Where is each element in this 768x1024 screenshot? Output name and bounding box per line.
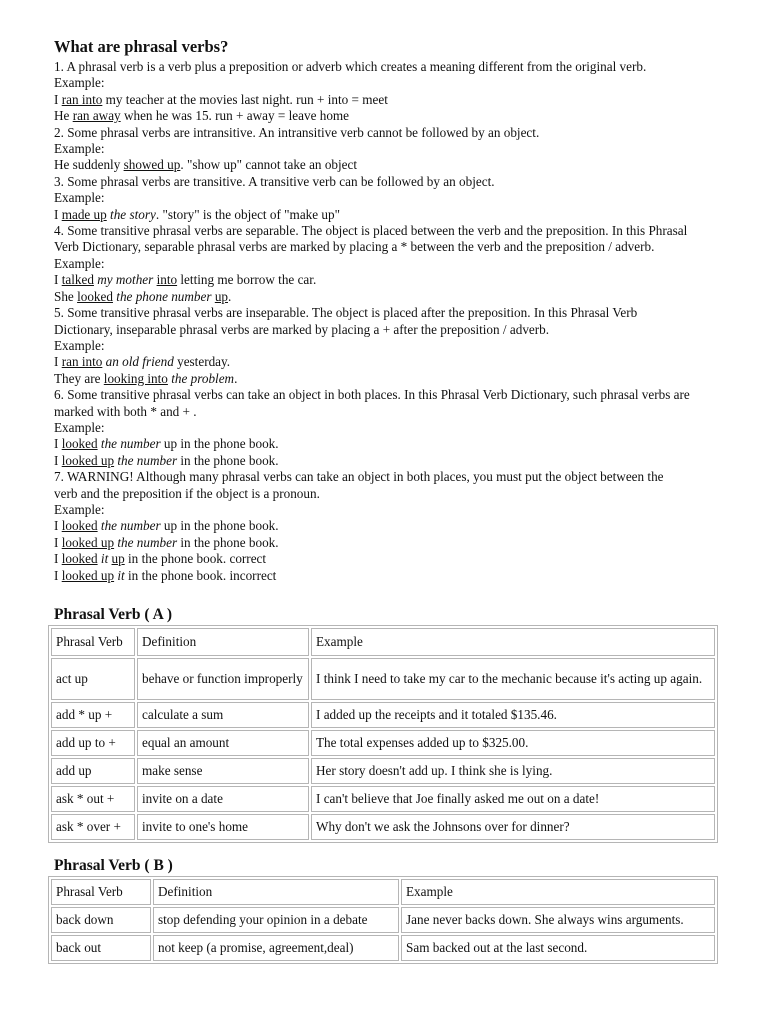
cell-definition: equal an amount	[137, 730, 309, 756]
example-4b: She looked the phone number up.	[54, 288, 232, 304]
header-definition: Definition	[137, 628, 309, 656]
example-6a: I looked the number up in the phone book.	[54, 436, 279, 452]
phrasal-verb: ran into	[61, 91, 103, 107]
cell-example: Sam backed out at the last second.	[401, 935, 715, 961]
example-5a: I ran into an old friend yesterday.	[54, 354, 231, 370]
phrasal-verb: looked up	[61, 452, 115, 468]
phrasal-verb: made up	[61, 206, 107, 222]
cell-definition: invite to one's home	[137, 814, 309, 840]
paragraph-3: 3. Some phrasal verbs are transitive. A transitive verb can be followed by an object.	[54, 173, 495, 189]
document-page	[54, 38, 734, 964]
particle: up	[214, 288, 228, 304]
cell-definition: stop defending your opinion in a debate	[153, 907, 399, 933]
example-label: Example:	[54, 141, 105, 157]
cell-example: Why don't we ask the Johnsons over for dinner?	[311, 814, 715, 840]
object-text: it	[114, 567, 125, 583]
table-row	[51, 658, 715, 700]
cell-definition: not keep (a promise, agreement,deal)	[153, 935, 399, 961]
object-text: the problem	[167, 370, 235, 386]
phrasal-verb: showed up	[123, 157, 181, 173]
object-text: the number	[97, 436, 161, 452]
object-text: an old friend	[102, 354, 174, 370]
object-text: the number	[114, 534, 178, 550]
table-row	[51, 935, 715, 961]
table-row	[51, 786, 715, 812]
example-5b: They are looking into the problem.	[54, 370, 238, 386]
example-1a: I ran into my teacher at the movies last night. run + into = meet	[54, 91, 388, 107]
cell-example: I added up the receipts and it totaled $135.46.	[311, 702, 715, 728]
table-row	[51, 814, 715, 840]
phrasal-verb: looked	[61, 551, 98, 567]
header-definition: Definition	[153, 879, 399, 905]
object-text: it	[97, 551, 109, 567]
cell-example: Her story doesn't add up. I think she is lying.	[311, 758, 715, 784]
object-text: the phone number	[112, 288, 215, 304]
cell-verb: back down	[51, 907, 151, 933]
header-example: Example	[311, 628, 715, 656]
phrasal-verb: looked	[77, 288, 113, 304]
paragraph-1: 1. A phrasal verb is a verb plus a preposition or adverb which creates a meaning different from the original verb.	[54, 59, 647, 74]
example-label: Example:	[54, 419, 105, 435]
object-text: the story	[106, 206, 156, 222]
example-label: Example:	[54, 501, 105, 517]
phrasal-verb: talked	[61, 272, 94, 288]
cell-verb: add * up +	[51, 702, 135, 728]
cell-definition: invite on a date	[137, 786, 309, 812]
table-row	[51, 730, 715, 756]
cell-verb: back out	[51, 935, 151, 961]
paragraph-5-line-2: Dictionary, inseparable phrasal verbs are marked by placing a + after the preposition / adverb.	[54, 321, 550, 337]
paragraph-7-line-1: 7. WARNING! Although many phrasal verbs can take an object in both places, you must put the object between the	[54, 469, 664, 485]
example-1b: He ran away when he was 15. run + away = leave home	[54, 108, 350, 124]
section-a-heading: Phrasal Verb ( A )	[54, 606, 172, 623]
cell-verb: add up	[51, 758, 135, 784]
cell-verb: add up to +	[51, 730, 135, 756]
section-b-heading: Phrasal Verb ( B )	[54, 857, 173, 874]
phrasal-verb: looked up	[61, 567, 115, 583]
paragraph-6-line-2: marked with both * and + .	[54, 403, 197, 419]
phrasal-verb: looked	[61, 518, 98, 534]
header-phrasal-verb: Phrasal Verb	[51, 628, 135, 656]
object-text: the number	[114, 452, 178, 468]
table-header-row	[51, 628, 715, 656]
example-6b: I looked up the number in the phone book.	[54, 452, 279, 468]
paragraph-6-line-1: 6. Some transitive phrasal verbs can take an object in both places. In this Phrasal Verb Dictionary, such phrasal verbs are	[54, 387, 690, 403]
table-row	[51, 758, 715, 784]
cell-definition: behave or function improperly	[137, 658, 309, 700]
example-4a: I talked my mother into letting me borrow the car.	[54, 272, 317, 288]
intro-body	[54, 59, 734, 584]
table-row	[51, 907, 715, 933]
phrasal-verb: ran away	[72, 108, 121, 124]
cell-verb: ask * over +	[51, 814, 135, 840]
table-header-row	[51, 879, 715, 905]
example-3: I made up the story. "story" is the object of "make up"	[54, 206, 340, 222]
example-7d: I looked up it in the phone book. incorrect	[54, 567, 277, 583]
table-row	[51, 702, 715, 728]
example-7b: I looked up the number in the phone book.	[54, 534, 279, 550]
object-text: my mother	[93, 272, 157, 288]
example-label: Example:	[54, 190, 105, 206]
phrasal-verb: looked up	[61, 534, 115, 550]
phrasal-verb: ran into	[61, 354, 103, 370]
object-text: the number	[97, 518, 161, 534]
cell-definition: calculate a sum	[137, 702, 309, 728]
particle: up	[111, 551, 125, 567]
page-title: What are phrasal verbs?	[54, 37, 229, 56]
cell-verb: ask * out +	[51, 786, 135, 812]
paragraph-4-line-1: 4. Some transitive phrasal verbs are separable. The object is placed between the verb and the preposition. In this Phrasal	[54, 223, 688, 239]
cell-verb: act up	[51, 658, 135, 700]
header-example: Example	[401, 879, 715, 905]
phrasal-verb-table-a	[48, 625, 718, 843]
phrasal-verb-table-b	[48, 876, 718, 964]
cell-example: Jane never backs down. She always wins arguments.	[401, 907, 715, 933]
example-7c: I looked it up in the phone book. correct	[54, 551, 267, 567]
paragraph-5-line-1: 5. Some transitive phrasal verbs are inseparable. The object is placed after the preposition. In this Phrasal Verb	[54, 305, 638, 321]
particle: into	[156, 272, 178, 288]
example-label: Example:	[54, 255, 105, 271]
phrasal-verb: looked	[61, 436, 98, 452]
example-7a: I looked the number up in the phone book.	[54, 518, 279, 534]
paragraph-2: 2. Some phrasal verbs are intransitive. An intransitive verb cannot be followed by an object.	[54, 124, 540, 140]
paragraph-7-line-2: verb and the preposition if the object is a pronoun.	[54, 485, 320, 501]
cell-example: I think I need to take my car to the mechanic because it's acting up again.	[311, 658, 715, 700]
cell-definition: make sense	[137, 758, 309, 784]
example-2: He suddenly showed up. "show up" cannot take an object	[54, 157, 358, 173]
header-phrasal-verb: Phrasal Verb	[51, 879, 151, 905]
cell-example: I can't believe that Joe finally asked me out on a date!	[311, 786, 715, 812]
phrasal-verb: looking into	[103, 370, 168, 386]
cell-example: The total expenses added up to $325.00.	[311, 730, 715, 756]
example-label: Example:	[54, 337, 105, 353]
example-label: Example:	[54, 75, 105, 91]
paragraph-4-line-2: Verb Dictionary, separable phrasal verbs are marked by placing a * between the verb and the preposition / adverb.	[54, 239, 655, 255]
